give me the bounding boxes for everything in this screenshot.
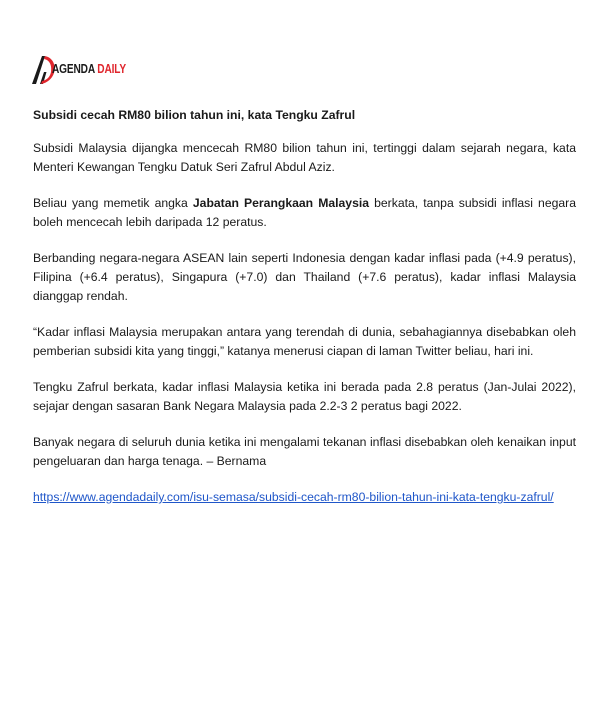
source-link-paragraph — [33, 488, 576, 507]
paragraph-3: Berbanding negara-negara ASEAN lain seperti Indonesia dengan kadar inflasi pada (+4.9 peratus), Filipina (+6.4 peratus), Singapura (+7.0) dan Thailand (+7.6 peratus), kadar inflasi Malaysia dianggap rendah. — [33, 251, 576, 303]
paragraph-5: Tengku Zafrul berkata, kadar inflasi Malaysia ketika ini berada pada 2.8 peratus (Jan-Julai 2022), sejajar dengan sasaran Bank Negara Malaysia pada 2.2-3 2 peratus bagi 2022. — [33, 380, 576, 413]
article-body — [33, 106, 576, 524]
logo-word-agenda: AGENDA — [52, 61, 98, 76]
paragraph-2-text-end: berkata, tanpa subsidi inflasi negara boleh mencecah lebih daripada 12 peratus. — [33, 196, 577, 229]
paragraph-2 — [33, 194, 576, 232]
article-headline: Subsidi cecah RM80 bilion tahun ini, kata Tengku Zafrul — [33, 108, 356, 122]
paragraph-2-text-start: Beliau yang memetik angka — [33, 196, 193, 210]
paragraph-1: Subsidi Malaysia dijangka mencecah RM80 bilion tahun ini, tertinggi dalam sejarah negara, kata Menteri Kewangan Tengku Datuk Seri Zafrul Abdul Aziz. — [33, 141, 576, 174]
source-link[interactable]: https://www.agendadaily.com/isu-semasa/subsidi-cecah-rm80-bilion-tahun-ini-kata-tengku-zafrul/ — [33, 490, 554, 504]
paragraph-2-bold-source: Jabatan Perangkaan Malaysia — [192, 196, 370, 210]
paragraph-6: Banyak negara di seluruh dunia ketika ini mengalami tekanan inflasi disebabkan oleh kenaikan input pengeluaran dan harga tenaga. – Bernama — [33, 435, 576, 468]
agenda-daily-logo-text — [52, 61, 126, 76]
paragraph-4: “Kadar inflasi Malaysia merupakan antara yang terendah di dunia, sebahagiannya disebabkan oleh pemberian subsidi kita yang tinggi,” katanya menerusi ciapan di laman Twitter beliau, hari ini. — [33, 325, 576, 358]
logo-word-daily: DAILY — [97, 61, 127, 76]
agenda-daily-logo — [30, 52, 140, 88]
